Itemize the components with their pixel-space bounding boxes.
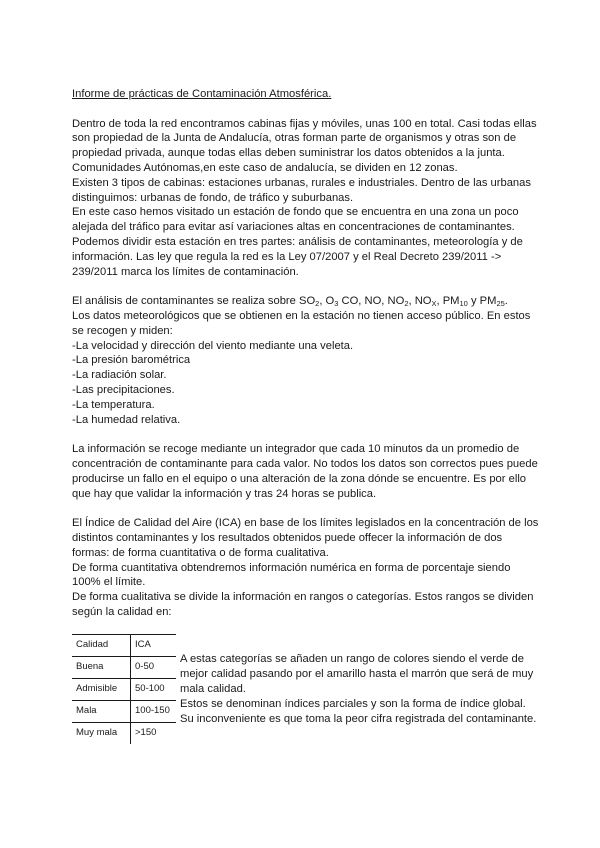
- list-item: -La radiación solar.: [72, 369, 167, 382]
- spacer: [72, 279, 540, 294]
- side-text: [180, 652, 542, 726]
- table-cell: Buena: [72, 657, 131, 679]
- table-row: [72, 679, 176, 701]
- paragraph-zones: Comunidades Autónomas,en este caso de andalucía, se dividen en 12 zonas.: [72, 161, 458, 174]
- spacer: [72, 427, 540, 442]
- paragraph-parts: Podemos dividir esta estación en tres partes: análisis de contaminantes, meteorología y de información. Las ley que regula la red es la Ley 07/2007 y el Real Decreto 239/2011 -> 239/2011 marca los límites de contaminación.: [72, 235, 523, 278]
- paragraph-qualitative: De forma cualitativa se divide la información en rangos o categorías. Estos rangos se dividen según la calidad en:: [72, 591, 534, 618]
- paragraph-pollutants: El análisis de contaminantes se realiza sobre $SO_2$, $O_3$ CO, NO, $NO_2$, $NO_X$, $PM_{10}$ y $PM_{25}$.: [72, 295, 508, 309]
- paragraph-network: Dentro de toda la red encontramos cabinas fijas y móviles, unas 100 en total. Casi todas ellas son propiedad de la Junta de Andalucía, otras forman parte de organismos y otras son de propiedad privada, aunque todas ellas deben suministrar los datos obtenidos a la junta.: [72, 117, 537, 160]
- spacer: [72, 620, 540, 635]
- table-row: [72, 657, 176, 679]
- paragraph-partial-index: Estos se denominan índices parciales y son la forma de índice global. Su inconveniente es que toma la peor cifra registrada del contaminante.: [180, 697, 537, 725]
- paragraph-integrator: La información se recoge mediante un integrador que cada 10 minutos da un promedio de concentración de contaminante para cada valor. No todos los datos son correctos pues puede producirse un fallo en el equipo o una alteración de la zona dónde se encuentre. Es por ello que hay que validar la información y tras 24 horas se publica.: [72, 443, 538, 500]
- document-page: [72, 87, 540, 774]
- table-header-cell: ICA: [131, 635, 176, 657]
- list-item: -La presión barométrica: [72, 354, 191, 367]
- table-cell: Muy mala: [72, 723, 131, 745]
- spacer: [72, 501, 540, 516]
- ica-table: [72, 634, 176, 744]
- list-item: -La humedad relativa.: [72, 413, 181, 426]
- table-header-cell: Calidad: [72, 635, 131, 657]
- table-row: [72, 723, 176, 745]
- paragraph-meteo: Los datos meteorológicos que se obtienen en la estación no tienen acceso público. En estos se recogen y miden:: [72, 309, 531, 337]
- table-cell: 0-50: [131, 657, 176, 679]
- paragraph-station: En este caso hemos visitado un estación de fondo que se encuentra en una zona un poco alejada del tráfico para evitar así variaciones altas en concentraciones de contaminantes.: [72, 206, 519, 234]
- list-item: -Las precipitaciones.: [72, 383, 175, 396]
- paragraph-colors: A estas categorías se añaden un rango de colores siendo el verde de mejor calidad pasando por el amarillo hasta el marrón que será de muy mala calidad.: [180, 653, 534, 696]
- table-row: [72, 701, 176, 723]
- document-title: Informe de prácticas de Contaminación Atmosférica.: [72, 88, 332, 100]
- table-cell: >150: [131, 723, 176, 745]
- paragraph-ica: El Índice de Calidad del Aire (ICA) en base de los límites legislados en la concentración de los distintos contaminantes y los resultados obtenidos puede offecer la información de dos formas: de forma cuantitativa o de forma cualitativa.: [72, 517, 539, 559]
- table-cell: 50-100: [131, 679, 176, 701]
- table-cell: 100-150: [131, 701, 176, 723]
- table-header-row: [72, 635, 176, 657]
- paragraph-quantitative: De forma cuantitativa obtendremos información numérica en forma de porcentaje siendo 100% el límite.: [72, 561, 511, 589]
- ica-section: [72, 634, 540, 774]
- paragraph-cabin-types: Existen 3 tipos de cabinas: estaciones urbanas, rurales e industriales. Dentro de las urbanas distinguimos: urbanas de fondo, de tráfico y suburbanas.: [72, 176, 531, 204]
- list-item: -La temperatura.: [72, 398, 155, 411]
- table-cell: Mala: [72, 701, 131, 723]
- list-item: -La velocidad y dirección del viento mediante una veleta.: [72, 339, 354, 352]
- table-cell: Admisible: [72, 679, 131, 701]
